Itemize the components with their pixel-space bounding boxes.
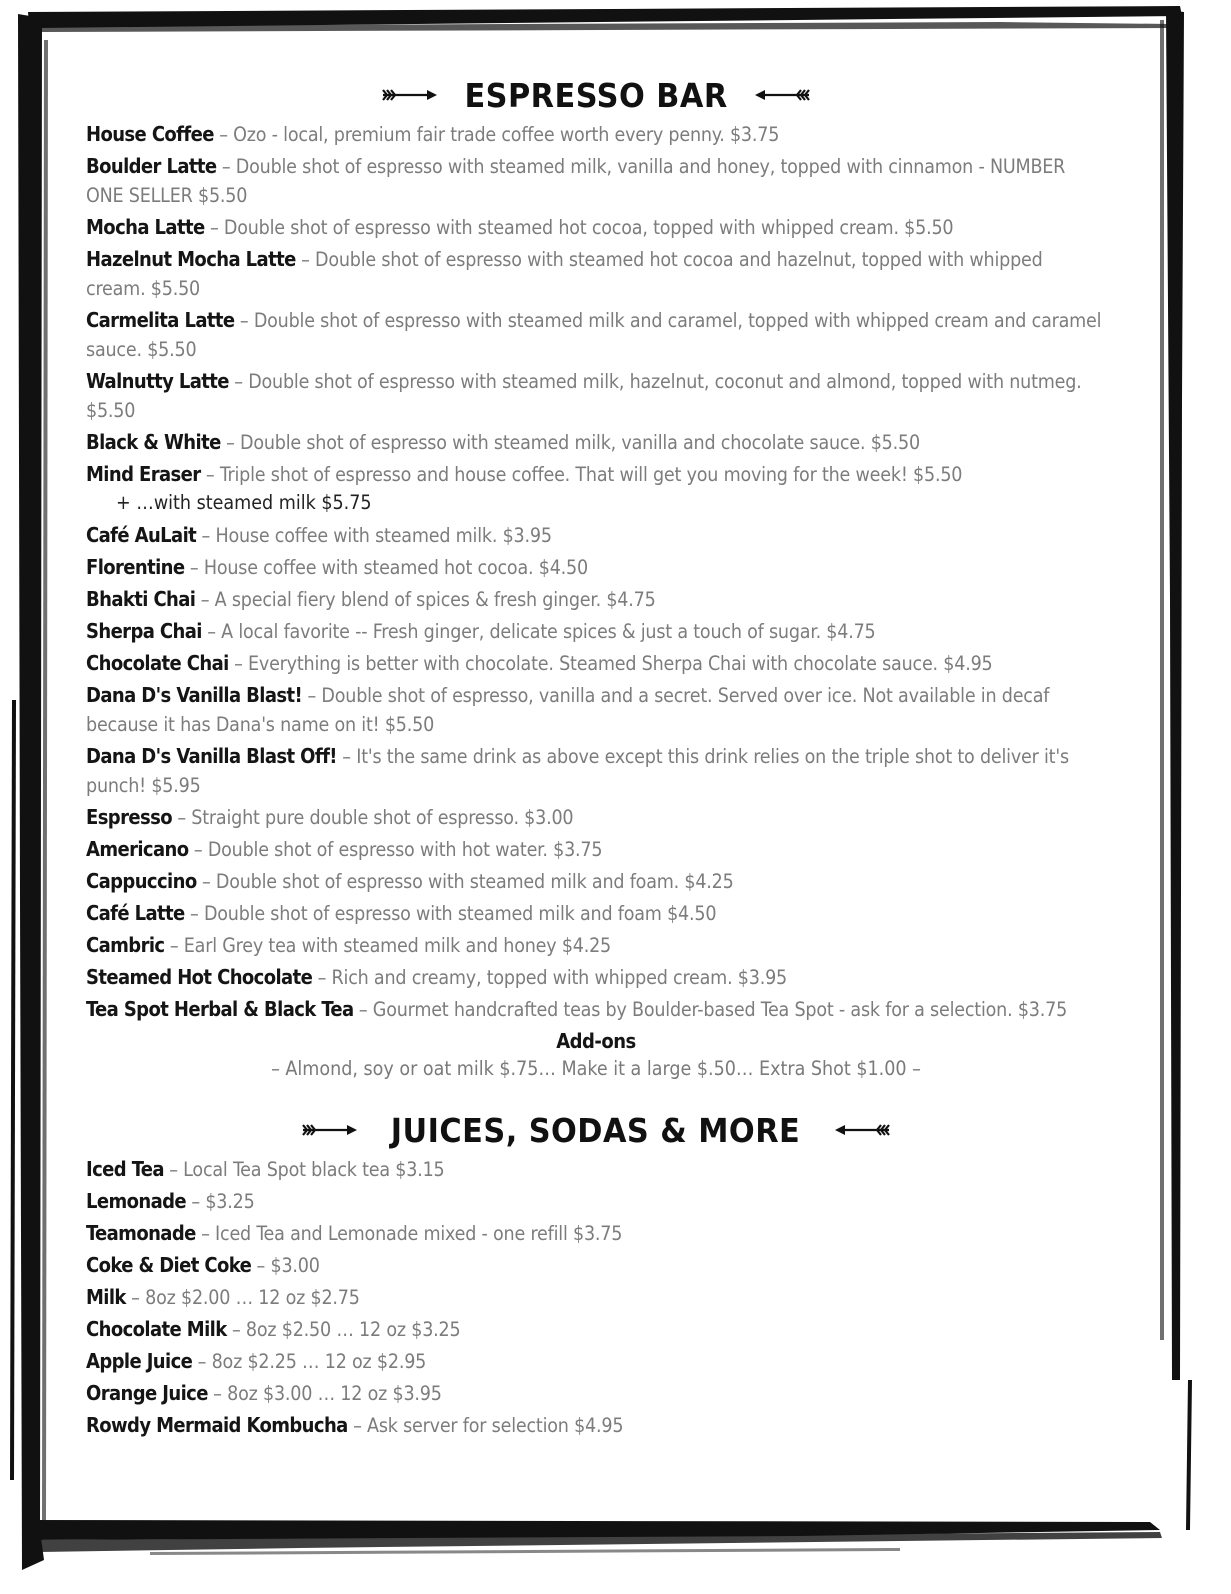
menu-item [86,213,1106,242]
menu-item [86,306,1106,364]
item-description: – Double shot of espresso with steamed hot cocoa and hazelnut, topped with whipped cream. $5.50 [86,248,1043,300]
menu-item [86,152,1106,210]
menu-item [86,1283,1106,1312]
item-name: Milk [86,1285,126,1309]
item-name: Florentine [86,555,185,579]
item-name: Sherpa Chai [86,619,202,643]
item-name: Teamonade [86,1221,196,1245]
item-name: Orange Juice [86,1381,208,1405]
item-description: – A local favorite -- Fresh ginger, delicate spices & just a touch of sugar. $4.75 [201,620,876,643]
menu-item [86,867,1106,896]
item-name: Cappuccino [86,869,197,893]
item-description: – Everything is better with chocolate. Steamed Sherpa Chai with chocolate sauce. $4.95 [228,652,993,675]
menu-item [86,585,1106,614]
item-description: – 8oz $3.00 … 12 oz $3.95 [207,1382,442,1405]
item-description: – Rich and creamy, topped with whipped cream. $3.95 [312,966,788,989]
item-description: – It's the same drink as above except this drink relies on the triple shot to deliver it's punch! $5.95 [86,745,1069,797]
menu-item [86,553,1106,582]
item-name: Iced Tea [86,1157,164,1181]
menu-item [86,245,1106,303]
item-name: Boulder Latte [86,154,217,178]
item-description: – 8oz $2.25 … 12 oz $2.95 [192,1350,427,1373]
menu-item [86,995,1106,1024]
item-description: – A special fiery blend of spices & fresh ginger. $4.75 [195,588,656,611]
item-description: – Ask server for selection $4.95 [347,1414,624,1437]
item-description: – 8oz $2.00 … 12 oz $2.75 [125,1286,360,1309]
arrow-left-icon [753,86,811,104]
item-name: Mocha Latte [86,215,205,239]
item-name: Dana D's Vanilla Blast! [86,683,303,707]
item-description: – Double shot of espresso with steamed milk and caramel, topped with whipped cream and caramel sauce. $5.50 [86,309,1102,361]
menu-item [86,835,1106,864]
menu-item [86,1379,1106,1408]
item-description: – Ozo - local, premium fair trade coffee worth every penny. $3.75 [213,123,780,146]
menu-item [86,649,1106,678]
arrow-left-icon [833,1121,891,1139]
item-name: Coke & Diet Coke [86,1253,252,1277]
item-name: Black & White [86,430,221,454]
menu-content [86,72,1106,1443]
item-description: – House coffee with steamed milk. $3.95 [196,524,552,547]
item-description: – Gourmet handcrafted teas by Boulder-based Tea Spot - ask for a selection. $3.75 [353,998,1068,1021]
item-name: Apple Juice [86,1349,193,1373]
menu-item [86,1315,1106,1344]
menu-item [86,1411,1106,1440]
item-description: – House coffee with steamed hot cocoa. $4.50 [184,556,588,579]
menu-item [86,803,1106,832]
item-description: – Iced Tea and Lemonade mixed - one refill $3.75 [195,1222,623,1245]
menu-item [86,899,1106,928]
item-name: Café AuLait [86,523,197,547]
item-name: Cambric [86,933,165,957]
item-name: Bhakti Chai [86,587,196,611]
item-description: – Double shot of espresso with hot water. $3.75 [188,838,603,861]
menu-item [86,521,1106,550]
menu-item [86,1219,1106,1248]
item-name: Café Latte [86,901,185,925]
menu-sub-item: + …with steamed milk $5.75 [116,491,372,514]
item-name: Lemonade [86,1189,187,1213]
item-name: Rowdy Mermaid Kombucha [86,1413,348,1437]
item-name: Chocolate Chai [86,651,229,675]
item-name: House Coffee [86,122,214,146]
menu-item [86,742,1106,800]
item-name: Tea Spot Herbal & Black Tea [86,997,354,1021]
item-description: – Double shot of espresso with steamed hot cocoa, topped with whipped cream. $5.50 [204,216,954,239]
item-description: – Double shot of espresso with steamed milk and foam. $4.25 [196,870,734,893]
menu-item [86,1155,1106,1184]
menu-item [86,120,1106,149]
menu-item [86,963,1106,992]
item-name: Walnutty Latte [86,369,229,393]
item-name: Americano [86,837,189,861]
item-name: Steamed Hot Chocolate [86,965,313,989]
item-description: – Local Tea Spot black tea $3.15 [163,1158,445,1181]
item-description: – Double shot of espresso, vanilla and a secret. Served over ice. Not available in decaf because it has Dana's name on it! $5.50 [86,684,1050,736]
section-header-juices [86,1107,1106,1153]
item-description: – Triple shot of espresso and house coffee. That will get you moving for the week! $5.50 [200,463,963,486]
item-name: Dana D's Vanilla Blast Off! [86,744,337,768]
item-name: Espresso [86,805,172,829]
menu-item [86,1251,1106,1280]
item-name: Chocolate Milk [86,1317,227,1341]
item-name: Hazelnut Mocha Latte [86,247,296,271]
section-title: JUICES, SODAS & MORE [391,1110,801,1150]
arrow-right-icon [381,86,439,104]
menu-item [86,1347,1106,1376]
item-description: – Double shot of espresso with steamed milk and foam $4.50 [184,902,717,925]
addons-title: Add-ons [556,1029,636,1053]
menu-item [86,428,1106,457]
item-description: – Double shot of espresso with steamed milk, vanilla and chocolate sauce. $5.50 [220,431,920,454]
menu-item [86,931,1106,960]
addons-text: – Almond, soy or oat milk $.75… Make it a large $.50… Extra Shot $1.00 – [271,1057,921,1080]
menu-item [86,681,1106,739]
menu-item [86,460,1106,489]
menu-item [86,1187,1106,1216]
item-name: Carmelita Latte [86,308,235,332]
item-description: – Double shot of espresso with steamed milk, vanilla and honey, topped with cinnamon - NUMBER ONE SELLER $5.50 [86,155,1066,207]
section-header-espresso [86,72,1106,118]
item-description: – Straight pure double shot of espresso. $3.00 [171,806,574,829]
item-description: – $3.00 [251,1254,320,1277]
item-description: – Double shot of espresso with steamed milk, hazelnut, coconut and almond, topped with nutmeg. $5.50 [86,370,1082,422]
menu-item [86,617,1106,646]
menu-item [86,367,1106,425]
arrow-right-icon [301,1121,359,1139]
item-name: Mind Eraser [86,462,201,486]
section-title: ESPRESSO BAR [464,75,728,115]
item-description: – 8oz $2.50 … 12 oz $3.25 [226,1318,461,1341]
item-description: – Earl Grey tea with steamed milk and honey $4.25 [164,934,612,957]
item-description: – $3.25 [186,1190,255,1213]
